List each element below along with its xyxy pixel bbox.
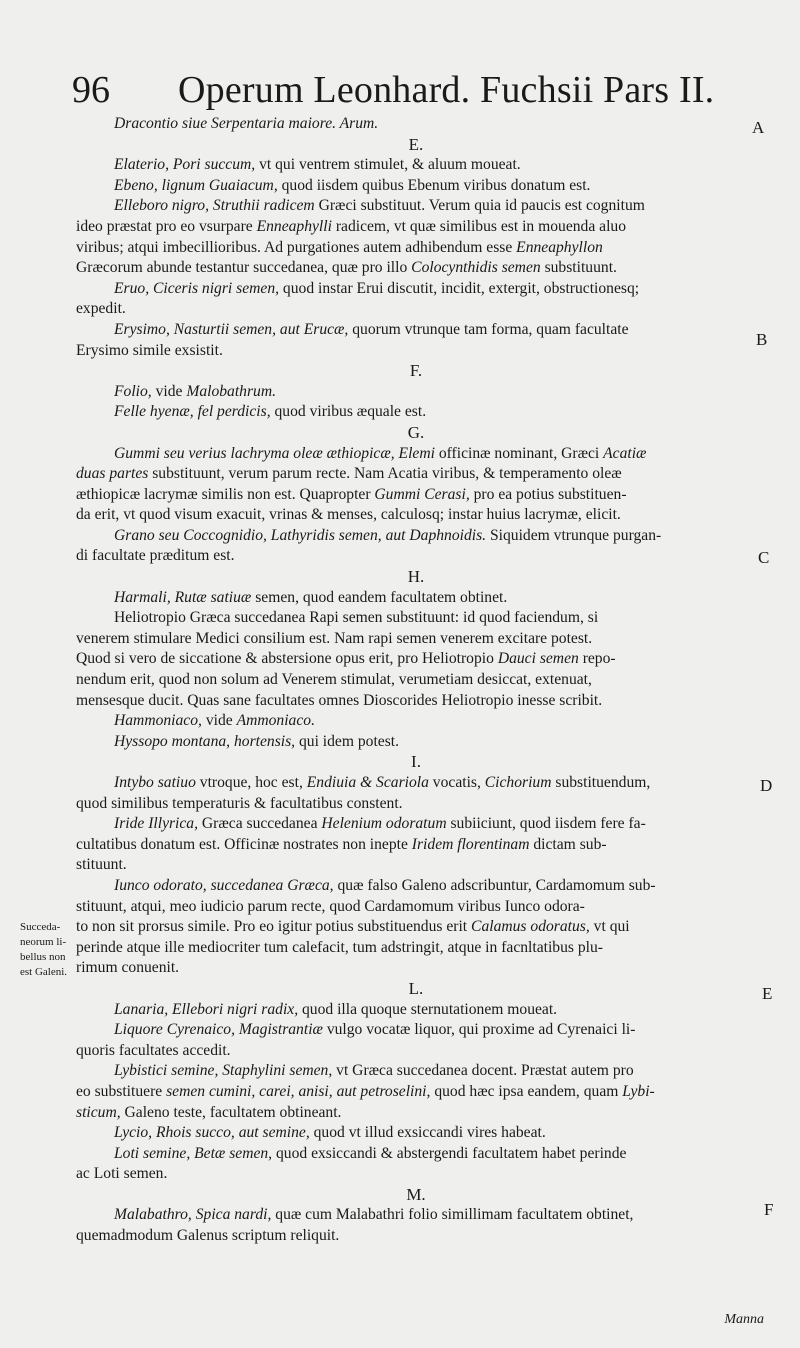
italic-term: Endiuia & Scariola [306, 774, 429, 791]
italic-term: sticum, [76, 1103, 121, 1121]
text-line [76, 444, 756, 465]
margin-letter-c: C [758, 548, 770, 567]
text-line [76, 505, 756, 526]
italic-term: Erysimo, Nasturtii semen, aut Erucæ, [114, 320, 349, 338]
text-run: substituunt. [540, 259, 617, 277]
section-heading [76, 752, 756, 773]
text-line [76, 691, 756, 712]
text-line [76, 629, 756, 650]
italic-term: Hammoniaco, [114, 712, 202, 730]
text-run: quæ cum Malabathri folio simillimam facultatem obtinet, [271, 1206, 634, 1224]
text-run: quod illa quoque sternutationem moueat. [298, 1000, 558, 1018]
text-line [76, 258, 756, 279]
italic-term: Felle hyenæ, fel perdicis, [114, 403, 271, 421]
text-run: radicem, vt quæ similibus est in mouenda aluo [331, 217, 627, 235]
text-body [76, 114, 756, 1247]
text-run: eo substituere [76, 1082, 167, 1100]
text-run: ideo præstat pro eo vsurpare [76, 217, 257, 235]
italic-term: Lycio, Rhois succo, aut semine, [114, 1124, 310, 1142]
italic-term: Ammoniaco. [236, 712, 315, 730]
text-run: Græca succedanea [198, 815, 322, 833]
text-line [76, 608, 756, 629]
text-run: quæ falso Galeno adscribuntur, Cardamomum sub- [333, 876, 656, 894]
text-line [76, 402, 756, 423]
text-line [76, 1082, 756, 1103]
text-line [76, 711, 756, 732]
text-run: pro ea potius substituen- [469, 485, 627, 503]
text-run: quod viribus æquale est. [270, 403, 427, 421]
text-run: quoris facultates accedit. [76, 1041, 231, 1059]
italic-term: Lybistici semine, Staphylini semen, [114, 1062, 333, 1080]
text-line [76, 814, 756, 835]
italic-term: Enneaphyllon [516, 238, 603, 256]
margin-letter-b: B [756, 330, 768, 349]
section-heading [76, 567, 756, 588]
italic-term: Elaterio, Pori succum, [114, 156, 256, 174]
italic-term: Acatiæ [603, 444, 647, 462]
italic-term: Colocynthidis semen [411, 259, 541, 277]
italic-term: Grano seu Coccognidio, Lathyridis semen, aut Daphnoidis. [114, 526, 487, 544]
text-line [76, 773, 756, 794]
section-heading [76, 423, 756, 444]
italic-term: Ebeno, lignum Guaiacum, [114, 176, 278, 194]
text-run: G. [407, 422, 425, 442]
text-run: dictam sub- [529, 835, 607, 853]
text-line [76, 176, 756, 197]
text-line [76, 938, 756, 959]
text-line [76, 279, 756, 300]
text-run: viribus; atqui imbecillioribus. Ad purgationes autem adhibendum esse [76, 238, 517, 256]
text-run: officinæ nominant, Græci [434, 444, 604, 462]
margin-note-line: Succeda- [20, 921, 61, 933]
text-run: stituunt, atqui, meo iudicio parum recte, quod Cardamomum viribus Iunco odora- [76, 897, 585, 915]
text-run: da erit, vt quod visum exacuit, vrinas & menses, calculosq; instar huius lacrymæ, elicit. [76, 506, 621, 524]
text-run: vocatis, [428, 774, 485, 791]
text-run: substituendum, [551, 774, 651, 791]
section-heading [76, 361, 756, 382]
page-number: 96 [72, 69, 110, 111]
text-run: vide [151, 382, 187, 400]
text-run: rimum conuenit. [76, 959, 180, 977]
italic-term: Malabathro, Spica nardi, [114, 1206, 272, 1224]
text-run: semen, quod eandem facultatem obtinet. [251, 588, 508, 606]
text-run: E. [408, 134, 424, 154]
italic-term: Iridem florentinam [411, 835, 530, 853]
text-line [76, 546, 756, 567]
text-line [76, 588, 756, 609]
text-line [76, 1000, 756, 1021]
italic-term: Malobathrum. [186, 382, 277, 400]
italic-term: Loti semine, Betæ semen, [114, 1144, 273, 1162]
text-run: Græci substituut. Verum quia id paucis est cognitum [314, 197, 645, 215]
text-line [76, 1144, 756, 1165]
text-line [76, 238, 756, 259]
text-run: expedit. [76, 300, 126, 318]
text-line [76, 1020, 756, 1041]
text-run: M. [406, 1184, 426, 1204]
text-run: repo- [578, 650, 616, 668]
margin-letter-a: A [752, 118, 765, 137]
text-run: quod hæc ipsa eandem, quam [430, 1082, 623, 1100]
margin-letter-d: D [760, 776, 773, 795]
text-line [76, 485, 756, 506]
italic-term: Harmali, Rutæ satiuæ [114, 588, 252, 606]
text-run: Galeno teste, facultatem obtineant. [120, 1103, 342, 1121]
section-heading [76, 1185, 756, 1206]
text-line [76, 217, 756, 238]
italic-term: Liquore Cyrenaico, Magistrantiæ [114, 1021, 323, 1039]
text-line [76, 155, 756, 176]
italic-term: semen cumini, carei, anisi, aut petroselini, [166, 1082, 431, 1100]
italic-term: Eruo, Ciceris nigri semen, [114, 279, 280, 297]
catchword: Manna [724, 1312, 764, 1327]
text-run: subiiciunt, quod iisdem fere fa- [446, 815, 646, 833]
text-line [76, 1123, 756, 1144]
margin-note-line: bellus non [20, 951, 66, 963]
text-line [76, 1061, 756, 1082]
text-run: Quod si vero de siccatione & abstersione opus erit, pro Heliotropio [76, 650, 498, 668]
italic-term: Gummi Cerasi, [374, 485, 470, 503]
text-run: stituunt. [76, 856, 127, 874]
section-heading [76, 135, 756, 156]
text-run: quod vt illud exsiccandi vires habeat. [309, 1124, 546, 1142]
text-line [76, 917, 756, 938]
text-run: cultatibus donatum est. Officinæ nostrates non inepte [76, 835, 412, 853]
text-line [76, 382, 756, 403]
text-run: qui idem potest. [295, 732, 400, 750]
italic-term: Lybi- [622, 1082, 655, 1100]
italic-term: Hyssopo montana, hortensis, [114, 732, 296, 750]
text-run: vt Græca succedanea docent. Præstat autem pro [332, 1062, 634, 1080]
margin-note-line: est Galeni. [20, 966, 68, 978]
text-line [76, 341, 756, 362]
text-run: perinde atque ille mediocriter tum calefacit, tum adstringit, atque in facnltatibus plu- [76, 938, 603, 956]
text-run: Græcorum abunde testantur succedanea, quæ pro illo [76, 259, 412, 277]
text-run: vtroque, hoc est, [195, 774, 307, 791]
page-header [72, 68, 732, 112]
text-line [76, 1205, 756, 1226]
text-run: vt qui ventrem stimulet, & aluum moueat. [255, 156, 521, 174]
margin-letter-e: E [762, 984, 773, 1003]
text-line [76, 876, 756, 897]
italic-term: Folio, [114, 382, 152, 400]
text-run: to non sit prorsus simile. Pro eo igitur potius substituendus erit [76, 918, 472, 936]
section-heading [76, 979, 756, 1000]
italic-term: Helenium odoratum [321, 815, 447, 833]
text-line [76, 1226, 756, 1247]
text-line [76, 732, 756, 753]
text-line [76, 958, 756, 979]
text-line [76, 855, 756, 876]
text-run: L. [408, 978, 424, 998]
italic-term: Dauci semen [497, 650, 579, 668]
running-title: Operum Leonhard. Fuchsii Pars II. [178, 69, 715, 111]
text-line [76, 649, 756, 670]
text-run: vide [201, 712, 237, 730]
text-run: vulgo vocatæ liquor, qui proxime ad Cyrenaici li- [322, 1021, 636, 1039]
italic-term: Iunco odorato, succedanea Græca, [114, 876, 334, 894]
text-run: quod iisdem quibus Ebenum viribus donatum est. [277, 176, 591, 194]
italic-term: Intybo satiuo [114, 774, 196, 791]
text-line [76, 196, 756, 217]
italic-term: Calamus odoratus, [471, 918, 590, 936]
text-run: substituunt, verum parum recte. Nam Acatia viribus, & temperamento oleæ [148, 465, 622, 483]
text-line [76, 299, 756, 320]
italic-term: Lanaria, Ellebori nigri radix, [114, 1000, 299, 1018]
text-line [76, 835, 756, 856]
text-run: venerem stimulare Medici consilium est. Nam rapi semen venerem excitare potest. [76, 629, 593, 647]
margin-note-line: neorum li- [20, 936, 67, 948]
text-line [76, 670, 756, 691]
text-run: quemadmodum Galenus scriptum reliquit. [76, 1227, 340, 1245]
text-run: quorum vtrunque tam forma, quam facultate [348, 320, 629, 338]
text-run: Erysimo simile exsistit. [76, 341, 223, 359]
italic-term: Enneaphylli [256, 217, 332, 235]
text-line [76, 794, 756, 815]
text-line [76, 464, 756, 485]
text-line [76, 1103, 756, 1124]
text-run: æthiopicæ lacrymæ similis non est. Quapropter [76, 485, 375, 503]
text-run: mensesque ducit. Quas sane facultates omnes Dioscorides Heliotropio inesse scribit. [76, 691, 603, 709]
margin-letter-f: F [764, 1200, 774, 1219]
text-run: ac Loti semen. [76, 1165, 168, 1183]
italic-term: duas partes [76, 465, 149, 483]
italic-term: Cichorium [484, 774, 552, 791]
text-run: vt qui [589, 918, 630, 936]
text-run: di facultate præditum est. [76, 547, 235, 565]
text-run: quod exsiccandi & abstergendi facultatem habet perinde [272, 1144, 627, 1162]
text-run: quod similibus temperaturis & facultatibus constent. [76, 794, 403, 812]
text-run: nendum erit, quod non solum ad Venerem stimulat, verumetiam desiccat, extenuat, [76, 671, 592, 689]
italic-term: Dracontio siue Serpentaria maiore. Arum. [114, 115, 379, 132]
text-line [76, 526, 756, 547]
text-run: H. [407, 567, 425, 587]
text-run: I. [411, 752, 421, 772]
text-run: quod instar Erui discutit, incidit, extergit, obstructionesq; [279, 279, 640, 297]
text-line [76, 114, 756, 135]
text-line [76, 1164, 756, 1185]
italic-term: Gummi seu verius lachryma oleæ æthiopicæ, Elemi [114, 444, 435, 462]
italic-term: Iride Illyrica, [114, 815, 199, 833]
text-run: Siquidem vtrunque purgan- [486, 526, 662, 544]
text-line [76, 897, 756, 918]
italic-term: Elleboro nigro, Struthii radicem [114, 197, 315, 215]
text-run: Heliotropio Græca succedanea Rapi semen substituunt: id quod faciendum, si [114, 609, 599, 627]
text-line [76, 1041, 756, 1062]
text-run: F. [409, 361, 423, 381]
text-line [76, 320, 756, 341]
